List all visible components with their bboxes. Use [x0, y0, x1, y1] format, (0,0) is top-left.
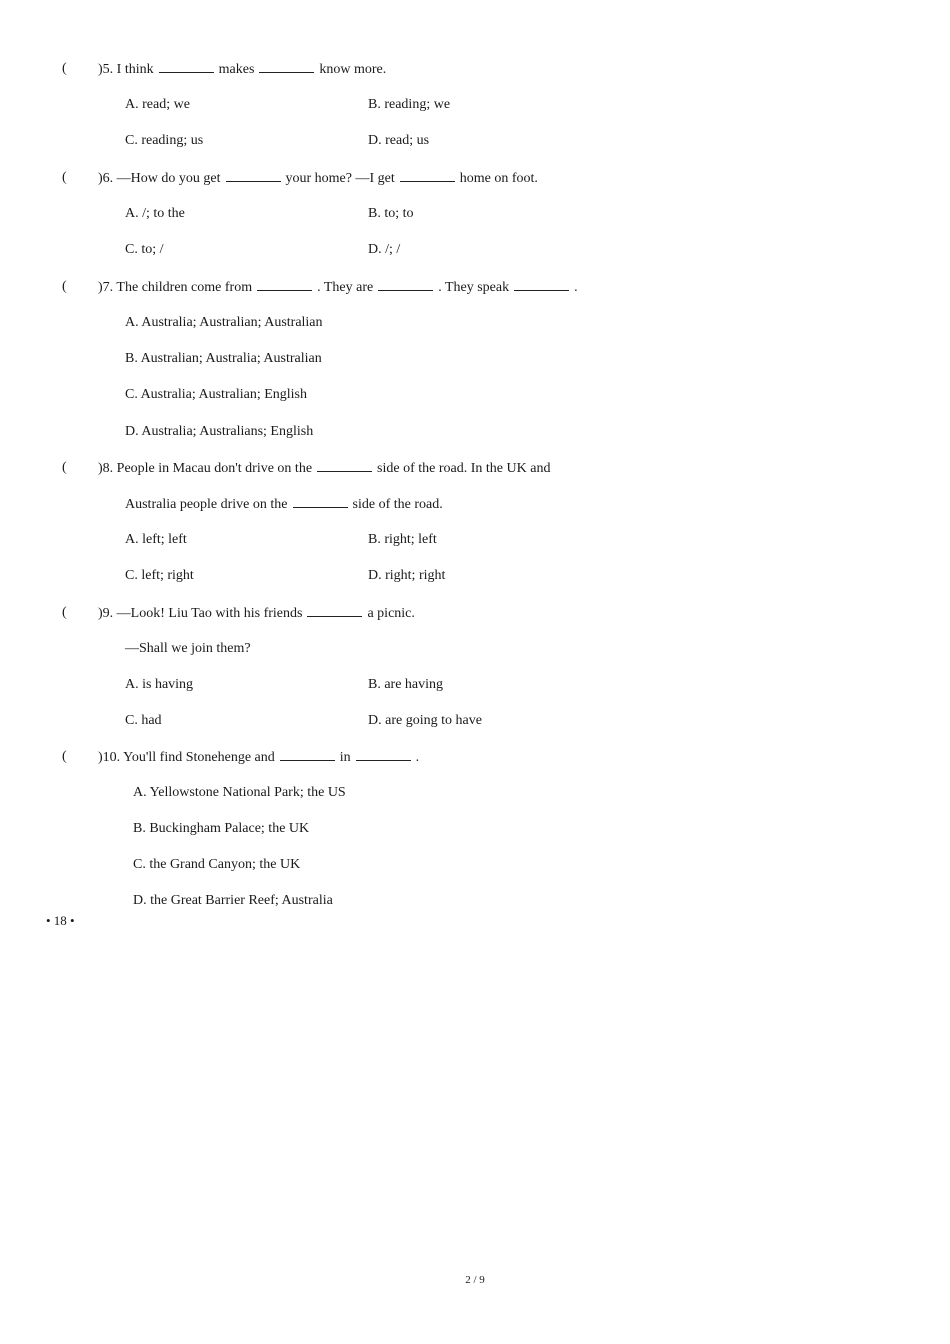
- answer-paren: (: [62, 460, 67, 475]
- option-c: C. left; right: [125, 568, 194, 583]
- question-5: )5. I think makes know more.: [98, 62, 387, 77]
- question-7: )7. The children come from . They are . They speak .: [98, 280, 578, 295]
- answer-paren: (: [62, 279, 67, 294]
- blank: [226, 169, 281, 182]
- option-d: D. /; /: [368, 242, 401, 257]
- page-number: 2 / 9: [465, 1274, 485, 1286]
- blank: [159, 60, 214, 73]
- option-a: A. /; to the: [125, 206, 185, 221]
- option-a: A. left; left: [125, 532, 187, 547]
- answer-paren: (: [62, 170, 67, 185]
- option-a: A. Yellowstone National Park; the US: [133, 785, 346, 800]
- blank: [257, 278, 312, 291]
- question-10: )10. You'll find Stonehenge and in .: [98, 750, 420, 765]
- question-number: )8.: [98, 461, 114, 476]
- question-number: )9.: [98, 606, 114, 621]
- option-c: C. Australia; Australian; English: [125, 387, 307, 402]
- option-c: C. had: [125, 713, 162, 728]
- answer-paren: (: [62, 749, 67, 764]
- answer-paren: (: [62, 61, 67, 76]
- option-a: A. read; we: [125, 97, 190, 112]
- option-d: D. Australia; Australians; English: [125, 424, 314, 439]
- option-c: C. the Grand Canyon; the UK: [133, 857, 301, 872]
- question-number: )7.: [98, 280, 114, 295]
- question-9-line2: —Shall we join them?: [125, 641, 251, 656]
- blank: [356, 748, 411, 761]
- question-8-line2: Australia people drive on the side of the road.: [125, 497, 443, 512]
- question-number: )10.: [98, 750, 121, 765]
- option-b: B. Australian; Australia; Australian: [125, 351, 322, 366]
- question-6: )6. —How do you get your home? —I get home on foot.: [98, 171, 538, 186]
- blank: [307, 604, 362, 617]
- option-d: D. right; right: [368, 568, 446, 583]
- question-9: )9. —Look! Liu Tao with his friends a picnic.: [98, 606, 415, 621]
- question-number: )5.: [98, 62, 114, 77]
- blank: [259, 60, 314, 73]
- option-d: D. are going to have: [368, 713, 482, 728]
- option-c: C. to; /: [125, 242, 164, 257]
- book-page-footer: • 18 •: [46, 913, 75, 928]
- option-a: A. is having: [125, 677, 194, 692]
- option-d: D. the Great Barrier Reef; Australia: [133, 893, 333, 908]
- blank: [400, 169, 455, 182]
- answer-paren: (: [62, 605, 67, 620]
- option-b: B. reading; we: [368, 97, 451, 112]
- blank: [293, 495, 348, 508]
- blank: [378, 278, 433, 291]
- option-c: C. reading; us: [125, 133, 204, 148]
- question-8: )8. People in Macau don't drive on the side of the road. In the UK and: [98, 461, 551, 476]
- option-d: D. read; us: [368, 133, 430, 148]
- blank: [317, 459, 372, 472]
- blank: [280, 748, 335, 761]
- option-b: B. Buckingham Palace; the UK: [133, 821, 310, 836]
- option-b: B. to; to: [368, 206, 414, 221]
- option-b: B. right; left: [368, 532, 437, 547]
- blank: [514, 278, 569, 291]
- option-b: B. are having: [368, 677, 444, 692]
- option-a: A. Australia; Australian; Australian: [125, 315, 323, 330]
- question-number: )6.: [98, 171, 114, 186]
